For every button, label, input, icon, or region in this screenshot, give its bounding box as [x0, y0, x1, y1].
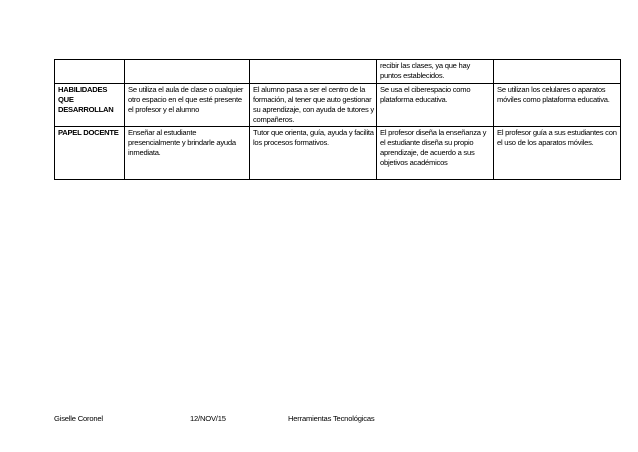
table-cell: Se usa el ciberespacio como plataforma educativa. [377, 84, 494, 127]
row-header-habilidades: HABILIDADES QUE DESARROLLAN [55, 84, 125, 127]
table-cell: recibir las clases, ya que hay puntos establecidos. [377, 60, 494, 84]
table-cell: El alumno pasa a ser el centro de la formación, al tener que auto gestionar su aprendizaje, con ayuda de tutores y compañeros. [250, 84, 377, 127]
table-cell: Enseñar al estudiante presencialmente y brindarle ayuda inmediata. [125, 127, 250, 180]
table-cell [494, 60, 621, 84]
table-row [55, 60, 621, 84]
row-header-papel-docente: PAPEL DOCENTE [55, 127, 125, 180]
table-cell: Tutor que orienta, guía, ayuda y facilita los procesos formativos. [250, 127, 377, 180]
footer-author: Giselle Coronel [54, 414, 103, 423]
table-row [55, 127, 621, 180]
table-cell: Se utiliza el aula de clase o cualquier otro espacio en el que esté presente el profesor y el alumno [125, 84, 250, 127]
footer-date: 12/NOV/15 [190, 414, 226, 423]
table-cell: El profesor diseña la enseñanza y el estudiante diseña su propio aprendizaje, de acuerdo a sus objetivos académicos [377, 127, 494, 180]
table-cell [55, 60, 125, 84]
table-cell: El profesor guía a sus estudiantes con el uso de los aparatos móviles. [494, 127, 621, 180]
table-cell: Se utilizan los celulares o aparatos móviles como plataforma educativa. [494, 84, 621, 127]
comparison-table [54, 59, 621, 180]
table-cell [125, 60, 250, 84]
table-row [55, 84, 621, 127]
table-cell [250, 60, 377, 84]
footer-subject: Herramientas Tecnológicas [288, 414, 375, 423]
